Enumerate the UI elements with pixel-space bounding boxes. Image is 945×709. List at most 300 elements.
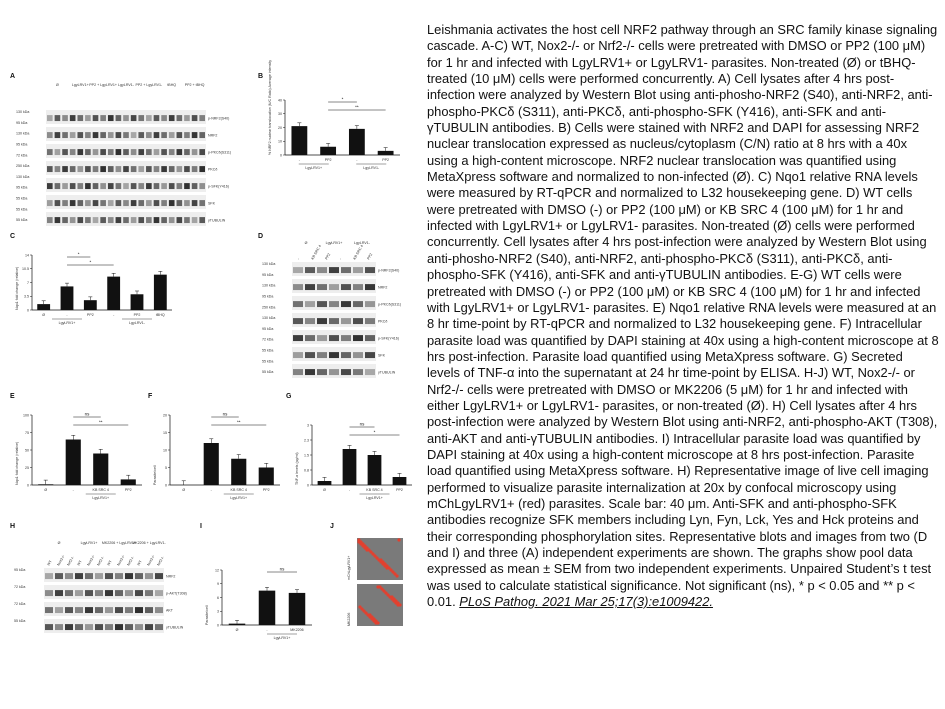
blot-marker: 55 kDa: [262, 370, 274, 375]
x-tick-label: PP2: [86, 313, 94, 317]
blot-band: [293, 369, 303, 375]
blot-band: [177, 149, 183, 155]
blot-row-label: NRF2: [378, 285, 388, 290]
blot-band: [154, 132, 160, 138]
blot-band: [55, 590, 63, 596]
blot-row-label: p-NRF2(S40): [208, 116, 230, 121]
blot-marker: 95 kDa: [16, 120, 28, 125]
blot-band: [55, 607, 63, 613]
blot-band: [317, 318, 327, 324]
blot-band: [145, 590, 153, 596]
y-tick-label: 15: [163, 430, 167, 435]
blot-band: [154, 166, 160, 172]
blot-band: [161, 132, 167, 138]
blot-band: [85, 217, 91, 223]
blot-band: [77, 200, 83, 206]
blot-lane-label: -: [296, 257, 301, 261]
blot-band: [138, 217, 144, 223]
blot-band: [123, 132, 129, 138]
blot-lane-label: WT: [46, 559, 53, 567]
blot-band: [85, 132, 91, 138]
blot-marker: 95 kDa: [262, 294, 274, 299]
blot-band: [62, 115, 68, 121]
blot-band: [341, 369, 351, 375]
blot-band: [75, 573, 83, 579]
blot-band: [115, 624, 123, 630]
blot-band: [95, 607, 103, 613]
blot-lane-label: Nrf2-/-: [126, 555, 135, 567]
blot-band: [77, 149, 83, 155]
bar: [289, 593, 306, 625]
blot-marker: 130 kDa: [262, 316, 276, 321]
sig-label: *: [89, 259, 92, 265]
y-axis-label: % NRF2 nuclear translocation (N/C Ratio) Average intensity: [268, 59, 272, 155]
blot-band: [317, 369, 327, 375]
x-tick-label: PP2: [382, 158, 390, 162]
blot-band: [154, 149, 160, 155]
blot-band: [329, 335, 339, 341]
blot-band: [108, 132, 114, 138]
parasite-dot: [395, 574, 398, 577]
blot-band: [146, 183, 152, 189]
blot-band: [100, 200, 106, 206]
blot-band: [55, 573, 63, 579]
blot-marker: 72 kDa: [14, 602, 26, 606]
blot-band: [75, 590, 83, 596]
bar: [66, 440, 81, 486]
blot-lane-label: PP2: [366, 252, 374, 261]
chart-g: [295, 422, 412, 501]
blot-band: [47, 149, 53, 155]
blot-row-label: γTUBULIN: [166, 625, 184, 630]
blot-band: [365, 369, 375, 375]
y-tick-label: 25: [25, 465, 29, 470]
blot-band: [105, 573, 113, 579]
y-tick-label: 75: [25, 430, 29, 435]
blot-band: [116, 166, 122, 172]
x-tick-label: PP2: [262, 488, 270, 492]
bar: [121, 479, 136, 485]
blot-band: [184, 115, 190, 121]
blot-band: [155, 624, 163, 630]
y-tick-label: 9: [217, 582, 219, 587]
microscopy-j: [347, 538, 403, 626]
blot-lane-label: Nox2-/-: [116, 554, 126, 567]
blot-band: [145, 624, 153, 630]
y-tick-label: 0: [307, 483, 309, 488]
y-tick-label: 1.5: [304, 453, 309, 458]
sig-label: *: [341, 96, 344, 102]
blot-band: [199, 149, 205, 155]
x-tick-label: PP2: [133, 313, 141, 317]
y-tick-label: 6: [217, 595, 219, 600]
blot-band: [293, 352, 303, 358]
bar: [61, 286, 74, 310]
blot-marker: 72 kDa: [16, 153, 28, 158]
group-label: LgyLRV1+: [366, 496, 383, 500]
blot-band: [75, 607, 83, 613]
blot-band: [154, 115, 160, 121]
blot-group-label: MK2206 + LgyLRV1+: [101, 541, 137, 545]
blot-band: [365, 335, 375, 341]
blot-band: [353, 284, 363, 290]
y-tick-label: 0: [27, 308, 29, 313]
y-axis-label: Parasite/cell: [205, 605, 209, 625]
blot-band: [155, 590, 163, 596]
blot-band: [105, 590, 113, 596]
blot-band: [55, 149, 61, 155]
group-label: LgyLRV1+: [92, 496, 110, 500]
blot-row-label: p-PKCδ(S311): [208, 150, 232, 155]
blot-band: [199, 115, 205, 121]
parasite-dot: [374, 621, 377, 624]
blot-band: [47, 217, 53, 223]
blot-band: [138, 200, 144, 206]
blot-band: [341, 284, 351, 290]
x-tick-label: -: [356, 158, 358, 162]
group-label: LgyLRV1+: [230, 496, 248, 500]
blot-band: [135, 573, 143, 579]
blot-group-label: Ø: [304, 241, 308, 245]
y-tick-label: 0: [217, 623, 219, 628]
blot-band: [131, 166, 137, 172]
x-tick-label: -: [348, 488, 351, 492]
blot-group-label: Ø: [57, 541, 61, 545]
blot-lane-label: WT: [106, 559, 113, 567]
blot-band: [341, 352, 351, 358]
blot-band: [135, 624, 143, 630]
x-tick-label: KB SRC 4: [366, 488, 383, 492]
blot-group-label: LgyLRV1+: [80, 541, 98, 545]
panel-letter-j: J: [330, 523, 334, 530]
blot-row-label: SFK: [208, 201, 215, 206]
blot-band: [70, 217, 76, 223]
blot-band: [317, 267, 327, 273]
blot-group-label: LgyLRV1-: [118, 83, 134, 87]
y-tick-label: 0.8: [304, 468, 309, 473]
panel-letter-c: C: [10, 233, 16, 240]
group-label: LgyLRV1+: [273, 636, 291, 640]
blot-marker: 95 kDa: [16, 185, 28, 190]
blot-band: [365, 284, 375, 290]
blot-band: [146, 166, 152, 172]
panel-letter-d: D: [258, 233, 264, 240]
blot-band: [108, 217, 114, 223]
blot-band: [184, 149, 190, 155]
parasite-dot: [365, 548, 368, 551]
blot-group-label: PP2 + LgyLRV1+: [89, 83, 118, 87]
blot-marker: 250 kDa: [262, 305, 276, 310]
blot-band: [77, 183, 83, 189]
blot-band: [93, 183, 99, 189]
blot-marker: 95 kDa: [14, 568, 26, 572]
citation-link[interactable]: PLoS Pathog. 2021 Mar 25;17(3):e1009422.: [459, 594, 713, 610]
blot-band: [192, 115, 198, 121]
blot-group-label: Ø: [56, 83, 59, 87]
blot-band: [138, 166, 144, 172]
blot-band: [95, 573, 103, 579]
blot-band: [125, 590, 133, 596]
blot-band: [70, 166, 76, 172]
blot-row-label: p-NRF2(S40): [378, 268, 400, 273]
blot-band: [155, 573, 163, 579]
blot-lane-label: Nox2-/-: [86, 554, 96, 567]
blot-band: [305, 284, 315, 290]
blot-row-label: SFK: [378, 353, 385, 358]
figure-caption: [427, 22, 939, 610]
x-tick-label: KB SRC 4: [92, 488, 109, 492]
blot-band: [169, 115, 175, 121]
blot-band: [65, 624, 73, 630]
blot-band: [93, 217, 99, 223]
blot-band: [177, 115, 183, 121]
blot-band: [100, 132, 106, 138]
blot-band: [93, 200, 99, 206]
blot-band: [62, 149, 68, 155]
blot-band: [169, 132, 175, 138]
blot-band: [77, 115, 83, 121]
blot-marker: 95 kDa: [16, 142, 28, 147]
blot-band: [293, 318, 303, 324]
blot-band: [85, 573, 93, 579]
bar: [291, 126, 307, 155]
bar: [320, 147, 336, 155]
blot-band: [305, 369, 315, 375]
blot-h: [14, 541, 187, 633]
x-tick-label: MK2206: [290, 628, 304, 632]
blot-row-label: PKCδ: [378, 319, 388, 324]
blot-band: [85, 624, 93, 630]
blot-band: [95, 590, 103, 596]
blot-group-label: MK2206 + LgyLRV1-: [132, 541, 166, 545]
blot-band: [161, 166, 167, 172]
bar: [368, 455, 382, 485]
blot-band: [154, 200, 160, 206]
x-tick-label: -: [72, 488, 74, 492]
blot-band: [192, 183, 198, 189]
bar: [107, 277, 120, 310]
x-tick-label: Ø: [323, 488, 326, 492]
blot-band: [192, 149, 198, 155]
blot-band: [293, 267, 303, 273]
blot-row-label: NRF2: [166, 574, 176, 579]
blot-band: [116, 200, 122, 206]
blot-band: [65, 573, 73, 579]
chart-i: [205, 567, 312, 641]
bar: [84, 300, 97, 310]
blot-band: [55, 183, 61, 189]
chart-c: [15, 252, 172, 326]
blot-band: [131, 149, 137, 155]
parasite-dot: [397, 538, 400, 541]
bar: [349, 129, 365, 155]
blot-band: [353, 352, 363, 358]
blot-band: [85, 115, 91, 121]
blot-band: [161, 149, 167, 155]
blot-band: [192, 200, 198, 206]
blot-band: [45, 607, 53, 613]
blot-marker: 130 kDa: [16, 131, 30, 136]
parasite-dot: [396, 603, 399, 606]
blot-marker: 55 kDa: [14, 619, 26, 623]
blot-band: [199, 200, 205, 206]
bar: [204, 443, 219, 485]
panel-letter-i: I: [200, 523, 202, 530]
y-tick-label: 0: [27, 483, 29, 488]
blot-band: [177, 166, 183, 172]
x-tick-label: -: [298, 158, 300, 162]
blot-band: [329, 369, 339, 375]
blot-band: [77, 132, 83, 138]
blot-band: [70, 149, 76, 155]
blot-marker: 72 kDa: [14, 585, 26, 589]
blot-band: [353, 301, 363, 307]
blot-band: [305, 318, 315, 324]
blot-band: [154, 183, 160, 189]
blot-band: [305, 267, 315, 273]
blot-row-label: p-SFK(Y416): [208, 184, 229, 189]
y-tick-label: 20: [278, 125, 282, 130]
group-label: LgyLRV1-: [363, 166, 380, 170]
blot-d: [262, 241, 401, 378]
blot-band: [65, 607, 73, 613]
blot-band: [353, 335, 363, 341]
blot-band: [317, 352, 327, 358]
y-axis-label: Parasite/cell: [153, 465, 157, 485]
blot-band: [353, 267, 363, 273]
y-tick-label: 12: [215, 568, 219, 573]
blot-band: [305, 301, 315, 307]
blot-band: [184, 132, 190, 138]
sig-label: *: [373, 429, 376, 435]
blot-group-label: PP2 + LgyLRV1-: [135, 83, 163, 87]
blot-band: [85, 607, 93, 613]
blot-band: [177, 132, 183, 138]
blot-band: [146, 132, 152, 138]
chart-f: [153, 412, 280, 501]
blot-band: [131, 183, 137, 189]
blot-band: [45, 590, 53, 596]
blot-band: [108, 166, 114, 172]
blot-band: [146, 200, 152, 206]
blot-group-label: tBHQ: [167, 83, 177, 87]
blot-lane-label: Nrf2-/-: [156, 555, 165, 567]
panel-letter-e: E: [10, 393, 15, 400]
blot-band: [45, 573, 53, 579]
blot-band: [192, 166, 198, 172]
blot-band: [85, 200, 91, 206]
blot-band: [146, 115, 152, 121]
bar: [38, 484, 53, 485]
blot-band: [70, 115, 76, 121]
blot-band: [55, 200, 61, 206]
micrograph-bottom: [357, 584, 403, 626]
blot-row-label: p-PKCδ(S311): [378, 302, 402, 307]
y-axis-label: TNF-α levels (pg/ml): [295, 452, 299, 485]
j-label-bottom: MK2206: [347, 612, 351, 626]
blot-band: [123, 149, 129, 155]
blot-band: [125, 624, 133, 630]
blot-band: [115, 607, 123, 613]
blot-row-label: AKT: [166, 608, 173, 613]
bar: [259, 591, 276, 625]
x-tick-label: -: [113, 313, 115, 317]
blot-band: [353, 318, 363, 324]
blot-band: [108, 183, 114, 189]
y-tick-label: 5: [165, 465, 167, 470]
blot-band: [169, 166, 175, 172]
panel-letter-b: B: [258, 73, 264, 80]
blot-band: [62, 200, 68, 206]
y-tick-label: 40: [278, 98, 282, 103]
blot-band: [199, 217, 205, 223]
blot-marker: 250 kDa: [16, 164, 30, 169]
blot-band: [305, 335, 315, 341]
blot-band: [329, 284, 339, 290]
blot-row-label: PKCδ: [208, 167, 218, 172]
blot-band: [293, 301, 303, 307]
x-tick-label: Ø: [42, 313, 46, 317]
blot-band: [123, 183, 129, 189]
blot-band: [77, 166, 83, 172]
blot-band: [135, 590, 143, 596]
blot-band: [131, 132, 137, 138]
blot-band: [105, 607, 113, 613]
sig-label: **: [236, 419, 241, 425]
blot-band: [123, 166, 129, 172]
blot-band: [125, 573, 133, 579]
blot-band: [329, 301, 339, 307]
blot-band: [138, 115, 144, 121]
blot-lane-label: PP2: [324, 252, 332, 261]
blot-band: [177, 217, 183, 223]
blot-band: [317, 284, 327, 290]
y-tick-label: 0: [280, 153, 282, 158]
y-tick-label: 2.3: [304, 438, 309, 443]
blot-band: [138, 149, 144, 155]
blot-band: [123, 115, 129, 121]
y-tick-label: 10: [163, 448, 167, 453]
blot-band: [70, 132, 76, 138]
y-axis-label: Nqo1 fold change (relative): [15, 441, 19, 485]
blot-band: [192, 132, 198, 138]
y-tick-label: 3.5: [24, 294, 29, 299]
blot-band: [108, 200, 114, 206]
caption-text: Leishmania activates the host cell NRF2 pathway through an SRC family kinase signaling cascade. A-C) WT, Nox2-/- or Nrf2-/- cells were pretreated with DMSO or PP2 (100 μM) for 1 hr and infected with LgyLRV1+ or LgyLRV1- parasites. Non-treated (Ø) or tBHQ-treated (10 μM) cells were performed concurrently. A) Cell lysates after 4 hrs post-infection were analyzed by Western Blot using anti-phosho-NRF2 (S40), anti-NRF2, anti-phospho-PKCδ (S311), anti-PKCδ, anti-phospho-SFK (Y416), anti-SFK and anti-γTUBULIN antibodies. B) Cells were stained with NRF2 and DAPI for assessing NRF2 nuclear translocation expressed as nucleus/cytoplasm (C/N) ratio at 8 hrs with a 40x using a high-content microscope. NRF2 nuclear translocation was quantified using MetaXpress software and normalized to non-infected (Ø). C) Nqo1 relative RNA levels were measured by RT-qPCR and normalized to L32 housekeeping gene. D) WT cells were pretreated with DMSO (-) or PP2 (100 μM) or KB SRC 4 (100 μM) for 1 hr and infected with LgyLRV1+ or LgyLRV1- parasites. Non-treated (Ø) cells were performed concurrently. Cell lysates after 4 hrs post-infection were analyzed by Western Blot using anti-phosho-NRF2 (S40), anti-NRF2, anti-phospho-PKCδ (S311), anti-PKCδ, anti-phospho-SFK (Y416), anti-SFK and anti-γTUBULIN antibodies. E-G) WT cells were pretreated with DMSO (-) or PP2 (100 μM) or KB SRC 4 (100 μM) for 1 hr and infected with LgyLRV1+ or LgyLRV1- parasites. E) Nqo1 relative RNA levels were measured at an 8 hr time-point by RT-qPCR and normalized to L32 housekeeping gene. F) Intracellular parasite load was quantified by DAPI staining at 40x using a high-content microscope at 8 hrs post-infection. Parasite load quantified using MetaXpress software. G) Secreted levels of TNF-α into the supernatant at 24 hr time-point by ELISA. H-J) WT, Nox2-/- or Nrf2-/- cells were pretreated with DMSO or MK2206 (5 μM) for 1 hr and infected with either LgyLRV1+ or LgyLRV1- parasites, or non-treated (Ø). H) Cell lysates after 4 hrs post-infection were analyzed by Western Blot using anti-NRF2, anti-phospho-AKT (T308), anti-AKT and anti-γTUBULIN antibodies. I) Intracellular parasite load was quantified by DAPI staining at 40x using a high-content microscope at 8 hrs post-infection. Parasite load quantified using MetaXpress software. H) Representative image of live cell imaging performed to visualize parasite internalization at 20x by confocal microscopy using mChLgyLRV1+ (red) parasites. Scale bar: 40 μm. Anti-SFK and anti-phospho-SFK antibodies recognize SFK members including Lyn, Fyn, Lck, Yes and Hck proteins and their corresponding phosphorylation sites. Representative blots and images from two (D and I) and three (A) independent experiments are shown. The graphs show pool data expressed as mean ± SEM from two independent experiments. Unpaired Student’s t test was used to calculate statistical significance. Not significant (ns), * p < 0.05 and ** p < 0.01.: [427, 22, 939, 610]
group-label: LgyLRV1+: [305, 166, 323, 170]
blot-band: [293, 284, 303, 290]
blot-band: [329, 318, 339, 324]
blot-group-label: LgyLRV1+: [325, 241, 343, 245]
x-tick-label: Ø: [182, 488, 186, 492]
blot-band: [341, 267, 351, 273]
y-tick-label: 50: [25, 448, 29, 453]
blot-marker: 55 kDa: [262, 359, 274, 364]
blot-marker: 55 kDa: [16, 218, 28, 223]
blot-band: [100, 149, 106, 155]
blot-lane-label: KB SRC 4: [310, 244, 323, 261]
blot-band: [138, 183, 144, 189]
x-tick-label: PP2: [396, 488, 403, 492]
blot-band: [155, 607, 163, 613]
blot-marker: 130 kDa: [16, 110, 30, 114]
blot-band: [62, 166, 68, 172]
blot-band: [62, 183, 68, 189]
blot-band: [161, 200, 167, 206]
blot-band: [184, 166, 190, 172]
y-tick-label: 100: [23, 413, 29, 418]
blot-band: [85, 149, 91, 155]
